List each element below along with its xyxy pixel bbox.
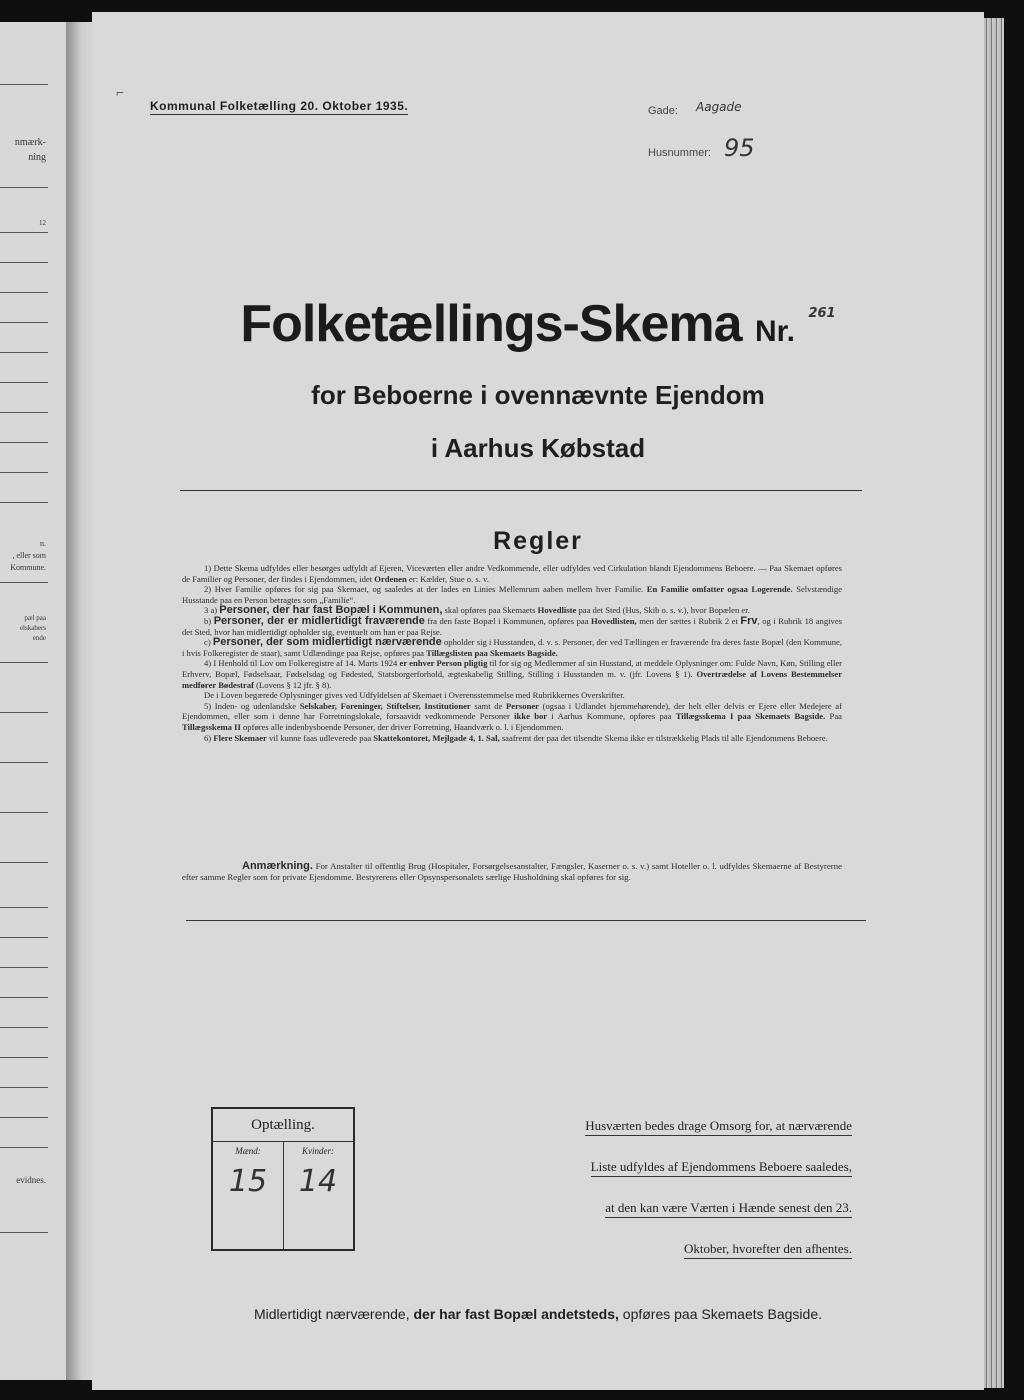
form-number-label: Nr. — [754, 315, 796, 348]
left-page-text: elskabers — [19, 624, 46, 632]
rules-heading: Regler — [493, 527, 583, 555]
form-subtitle-1: for Beboerne i ovennævnte Ejendom — [311, 380, 765, 410]
gade-value: Aagade — [696, 100, 742, 114]
husnummer-label: Husnummer: — [648, 147, 711, 159]
left-page-text: ning — [28, 152, 46, 163]
left-page-rule — [0, 907, 48, 908]
divider-top — [180, 490, 862, 491]
left-page-rule — [0, 812, 48, 813]
pen-tick-mark: ⌐ — [116, 86, 124, 101]
left-page-rule — [0, 937, 48, 938]
annotation-note — [182, 861, 842, 883]
notice-line-2: Liste udfyldes af Ejendommens Beboere saaledes, — [591, 1158, 852, 1177]
left-page-rule — [0, 862, 48, 863]
form-header-title: Kommunal Folketælling 20. Oktober 1935. — [150, 99, 409, 113]
left-page-rule — [0, 762, 48, 763]
left-page-rule — [0, 1027, 48, 1028]
left-page-rule — [0, 442, 48, 443]
women-label: Kvinder: — [302, 1146, 334, 1156]
left-page-rule — [0, 262, 48, 263]
left-page-rule — [0, 412, 48, 413]
left-page-text: evidnes. — [16, 1175, 46, 1185]
rule-1: 1) Dette Skema udfyldes eller besørges udfyldt af Ejeren, Viceværten eller andre Vedkommende, eller udfyldes ved Cirkulation blandt Ejendommens Beboere. — Paa Skemaet opføres de Familier og Personer, der findes i Ejendommen, idet Ordenen er: Kælder, Stue o. s. v. — [182, 563, 842, 584]
left-page-rule — [0, 582, 48, 583]
annotation-heading: Anmærkning. — [242, 860, 313, 872]
count-box — [211, 1107, 355, 1251]
footer-note: Midlertidigt nærværende, der har fast Bopæl andetsteds, opføres paa Skemaets Bagside. — [253, 1306, 823, 1322]
left-page-text: n. — [40, 539, 46, 548]
left-page-rule — [0, 292, 48, 293]
women-count: 14 — [298, 1164, 338, 1199]
rule-2: 2) Hver Familie opføres for sig paa Skemaet, og saaledes at der lades en Linies Mellemrum aaben mellem hver Familie. En Familie omfatter ogsaa Logerende. Selvstændige Husstande paa en Person betragtes som „Familie“. — [182, 584, 843, 605]
count-men-column — [213, 1142, 284, 1249]
page-edges — [984, 18, 1004, 1388]
men-label: Mænd: — [235, 1146, 261, 1156]
left-page-rule — [0, 322, 48, 323]
notice-line-4: Oktober, hvorefter den afhentes. — [684, 1240, 852, 1259]
men-count: 15 — [228, 1164, 268, 1199]
rule-3c: c) Personer, der som midlertidigt nærværende opholder sig i Husstanden, d. v. s. Personer, der ved Tællingen er fraværende fra deres faste Bopæl (den Kommune, i hvis Folkeregister de staar), samt Udlændinge paa Rejse, opføres paa Tillægslisten paa Skemaets Bagside. — [182, 636, 843, 658]
left-page-text: ende — [32, 634, 46, 642]
left-page-rule — [0, 352, 48, 353]
left-page-rule — [0, 662, 48, 663]
rule-4-note: De i Loven begærede Oplysninger gives ved Udfyldelsen af Skemaet i Overensstemmelse med Rubrikkernes Overskrifter. — [204, 690, 625, 701]
book-spine — [66, 22, 92, 1380]
form-title — [92, 294, 984, 354]
left-page-rule — [0, 187, 48, 188]
left-page-rule — [0, 84, 48, 85]
divider-bottom — [186, 920, 866, 921]
left-page-rule — [0, 1057, 48, 1058]
annotation-text: For Anstalter til offentlig Brug (Hospitaler, Forsørgelsesanstalter, Fængsler, Kaserner o. s. v.) samt Hoteller o. l. udfyldes Skemaerne af Bestyrerne efter samme Regler som for private Ejendomme. Bestyrerens eller Opsynspersonalets særlige Husholdning skal opføres for sig. — [182, 861, 842, 882]
rules-text — [182, 563, 842, 743]
left-page-rule — [0, 1147, 48, 1148]
notice-line-1: Husværten bedes drage Omsorg for, at nærværende — [585, 1117, 852, 1136]
rule-6: 6) Flere Skemaer vil kunne faas udleverede paa Skattekontoret, Mejlgade 4, 1. Sal, saafremt der paa det tilsendte Skema ikke er tilstrækkelig Plads til alle Ejendommens Beboere. — [204, 732, 828, 743]
notice-line-3: at den kan være Værten i Hænde senest den 23. — [605, 1199, 852, 1218]
left-page-rule — [0, 502, 48, 503]
left-page-text: Kommune. — [10, 563, 46, 572]
rule-3a: 3 a) Personer, der har fast Bopæl i Kommunen, skal opføres paa Skemaets Hovedliste paa det Sted (Hus, Skib o. s. v.), hvor Bopælen er. — [204, 604, 750, 617]
gade-label: Gade: — [648, 105, 678, 117]
left-page-rule — [0, 472, 48, 473]
left-page-rule — [0, 1232, 48, 1233]
left-page-text: pæl paa — [24, 614, 46, 622]
form-number-value: 261 — [808, 306, 836, 321]
left-page-text: , eller som — [12, 551, 46, 560]
left-page-rule — [0, 967, 48, 968]
left-facing-page — [0, 22, 68, 1380]
rule-4: 4) I Henhold til Lov om Folkeregistre af 14. Marts 1924 er enhver Person pligtig til for sig og Medlemmer af sin Husstand, at meddele Oplysninger om: Fulde Navn, Køn, Stilling eller Erhverv, Bopæl, Fødselsaar, Fødselsdag og Fødested, Statsborgerforhold, ægteskabelig Stilling, Stilling i Husstanden m. v. (jfr. Lovens § 1). Overtrædelse af Lovens Bestemmelser medfører Bødestraf (Lovens § 12 jfr. § 8). — [182, 658, 843, 690]
rule-5: 5) Inden- og udenlandske Selskaber, Foreninger, Stiftelser, Institutioner samt de Personer (ogsaa i Udlandet hjemmehørende), der helt eller delvis er Ejere eller Medejere af Ejendommen, eller som i denne har Forretningslokale, forsaavidt vedkommende Personer ikke bor i Aarhus Kommune, opføres paa Tillægsskema I paa Skemaets Bagside. Paa Tillægsskema II opføres alle indenbysboende Personer, der driver Forretning, Haandværk o. l. i Ejendommen. — [182, 700, 842, 732]
left-page-rule — [0, 1087, 48, 1088]
landlord-notice — [512, 1109, 852, 1273]
husnummer-value: 95 — [724, 134, 755, 162]
left-page-text: 12 — [39, 219, 46, 227]
form-subtitle-2: i Aarhus Købstad — [430, 433, 646, 463]
left-page-text: nmærk- — [14, 137, 46, 148]
form-title-main: Folketællings-Skema — [240, 295, 742, 353]
left-page-rule — [0, 382, 48, 383]
rule-3b: b) Personer, der er midlertidigt fraværende fra den faste Bopæl i Kommunen, opføres paa Hovedlisten, men der sættes i Rubrik 2 et Frv, og i Rubrik 18 angives det Sted, hvor han midlertidigt opholder sig, eventuelt om han er paa Rejse. — [182, 614, 842, 637]
left-page-rule — [0, 1117, 48, 1118]
left-page-rule — [0, 712, 48, 713]
count-women-column — [283, 1142, 353, 1249]
census-form-page — [92, 12, 984, 1390]
count-heading: Optælling. — [213, 1109, 353, 1142]
left-page-rule — [0, 232, 48, 233]
left-page-rule — [0, 997, 48, 998]
